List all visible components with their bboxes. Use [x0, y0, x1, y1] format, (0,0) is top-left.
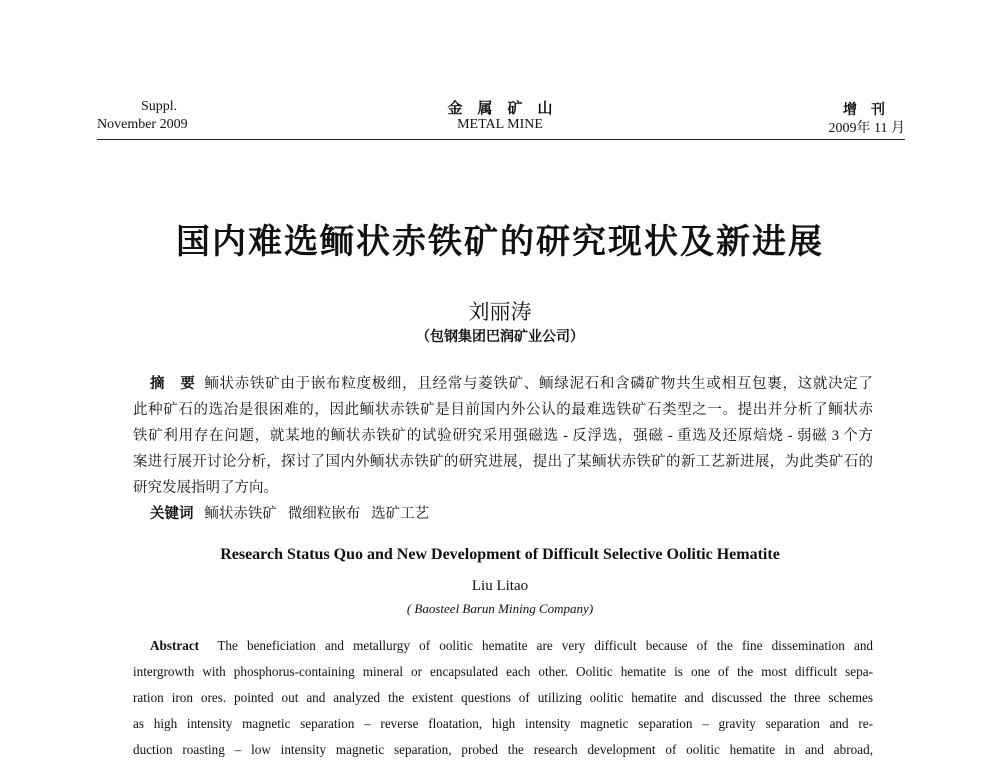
header-rule — [97, 139, 905, 140]
keywords-cn — [150, 501, 429, 527]
abstract-en-line: as high intensity magnetic separation – reverse floatation, high intensity magnetic separation – gravity separation and re- — [133, 716, 873, 731]
author-en: Liu Litao — [471, 578, 529, 594]
affiliation-en: ( Baosteel Barun Mining Company) — [406, 601, 594, 616]
abstract-en-line: intergrowth with phosphorus-containing mineral or encapsulated each other. Oolitic hematite is one of the most difficult sepa- — [133, 664, 873, 679]
issue-date-cn: 2009年 11 月 — [828, 121, 905, 136]
abstract-en-label: Abstract — [150, 638, 200, 653]
journal-issue-date: November 2009 — [97, 117, 188, 132]
paper-title-en: Research Status Quo and New Development of Difficult Selective Oolitic Hematite — [220, 546, 780, 563]
abstract-cn-line: 此种矿石的选冶是很困难的，因此鲕状赤铁矿是目前国内外公认的最难选铁矿石类型之一。提出并分析了鲕状赤 — [133, 402, 873, 418]
abstract-en-line: Abstract The beneficiation and metallurgy of oolitic hematite are very difficult because of the fine dissemination and — [150, 638, 873, 653]
keyword: 鲕状赤铁矿 — [204, 506, 277, 522]
abstract-cn-label: 摘 要 — [150, 376, 196, 392]
supplement-label-cn: 增 刊 — [843, 103, 885, 118]
keyword: 微细粒嵌布 — [287, 506, 361, 522]
abstract-cn-line: 摘 要 鲕状赤铁矿由于嵌布粒度极细，且经常与菱铁矿、鲕绿泥石和含磷矿物共生或相互包裹，这就决定了 — [150, 376, 873, 392]
journal-name-en: METAL MINE — [457, 117, 543, 132]
affiliation-cn: （包钢集团巴润矿业公司） — [416, 330, 584, 345]
abstract-en-line: duction roasting – low intensity magnetic separation, probed the research development of oolitic hematite in and abroad, — [133, 742, 873, 757]
author-cn: 刘丽涛 — [468, 300, 532, 324]
journal-supplement-label: Suppl. — [141, 99, 178, 114]
abstract-cn-line: 案进行展开讨论分析，探讨了国内外鲕状赤铁矿的研究进展，提出了某鲕状赤铁矿的新工艺新进展，为此类矿石的 — [133, 454, 873, 470]
journal-name-cn: 金 属 矿 山 — [447, 101, 553, 117]
abstract-cn-line: 铁矿利用存在问题，就某地的鲕状赤铁矿的试验研究采用强磁选 - 反浮选，强磁 - 重选及还原焙烧 - 弱磁 3 个方 — [133, 428, 873, 444]
abstract-en-line: ration iron ores. pointed out and analyzed the existent questions of utilizing oolitic hematite and discussed the three schemes — [133, 690, 873, 705]
paper-title-cn: 国内难选鲕状赤铁矿的研究现状及新进展 — [176, 224, 824, 261]
abstract-cn-line: 研究发展指明了方向。 — [133, 480, 278, 496]
keyword: 选矿工艺 — [371, 506, 430, 522]
keywords-cn-label: 关键词 — [150, 506, 194, 522]
